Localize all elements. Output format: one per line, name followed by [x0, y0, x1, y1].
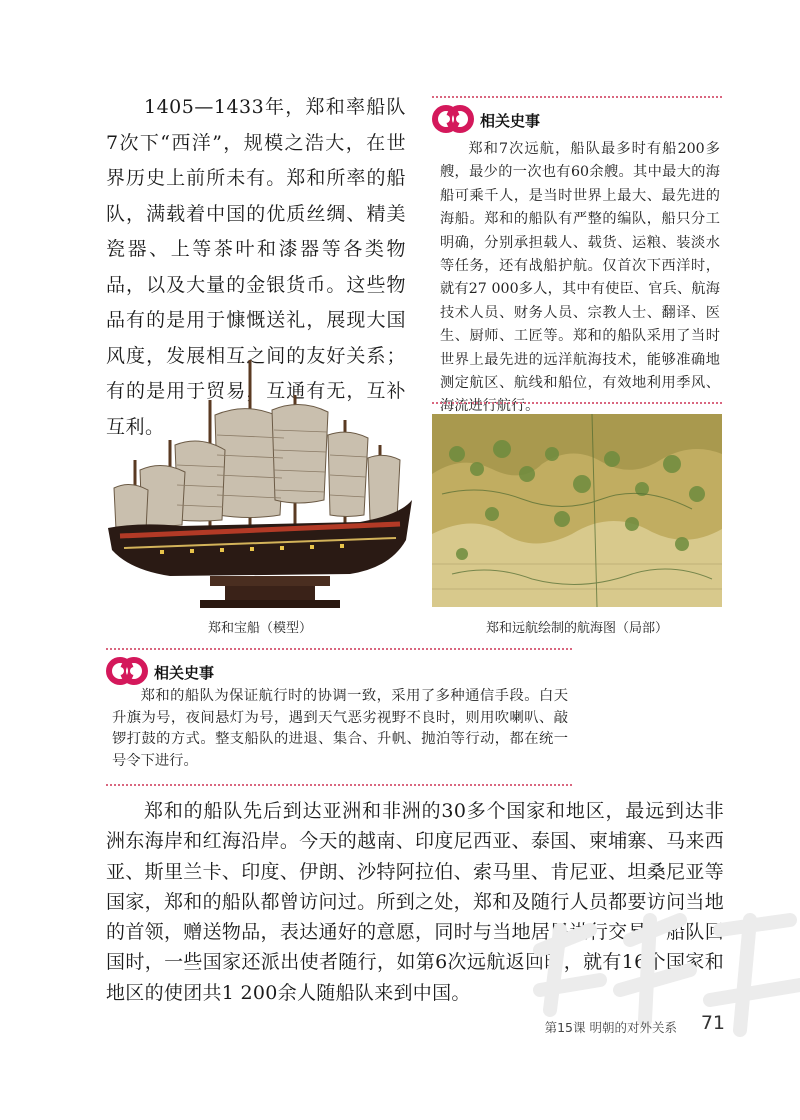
- main-paragraph: 郑和的船队先后到达亚洲和非洲的30多个国家和地区，最远到达非洲东海岸和红海沿岸。今天的越南、印度尼西亚、泰国、柬埔寨、马来西亚、斯里兰卡、印度、伊朗、沙特阿拉伯、索马里、肯尼亚、坦桑尼亚等国家，郑和的船队都曾访问过。所到之处，郑和及随行人员都要访问当地的首领，赠送物品，表达通好的意愿，同时与当地居民进行交易。船队回国时，一些国家还派出使者随行，如第6次远航返回时，就有16个国家和地区的使团共1 200余人随船队来到中国。: [106, 800, 724, 1004]
- page-number: 71: [700, 1012, 725, 1034]
- ship-caption: 郑和宝船（模型）: [207, 621, 312, 636]
- navigation-map-image: [432, 414, 722, 607]
- related-history-box-2: [106, 648, 572, 788]
- map-caption: 郑和远航绘制的航海图（局部）: [485, 621, 668, 636]
- dotted-divider-bottom: [106, 784, 572, 786]
- box-title: 相关史事: [480, 112, 541, 130]
- treasure-ship-model-image: [100, 350, 418, 612]
- box-title: 相关史事: [154, 664, 215, 682]
- dotted-divider-top: [432, 96, 722, 98]
- related-history-box-1: [432, 96, 722, 415]
- dotted-divider-top: [106, 648, 572, 650]
- box-body-text: 郑和的船队为保证航行时的协调一致，采用了多种通信手段。白天升旗为号，夜间悬灯为号，遇到天气恶劣视野不良时，则用吹喇叭、敲锣打鼓的方式。整支船队的进退、集合、升帆、抛泊等行动，都在统一号令下进行。: [112, 688, 568, 769]
- double-ring-icon: [106, 652, 148, 690]
- intro-paragraph: 1405—1433年，郑和率船队7次下“西洋”，规模之浩大，在世界历史上前所未有。郑和所率的船队，满载着中国的优质丝绸、精美瓷器、上等茶叶和漆器等各类物品，以及大量的金银货币。这些物品有的是用于慷慨送礼，展现大国风度，发展相互之间的友好关系；有的是用于贸易，互通有无，互补互利。: [106, 96, 406, 438]
- dotted-divider-bottom: [432, 402, 722, 404]
- double-ring-icon: [432, 100, 474, 138]
- lesson-title: 第15课 明朝的对外关系: [544, 1020, 677, 1035]
- box-body-text: 郑和7次远航，船队最多时有船200多艘，最少的一次也有60余艘。其中最大的海船可乘千人，是当时世界上最大、最先进的海船。郑和的船队有严整的编队，船只分工明确，分别承担载人、载货、运粮、装淡水等任务，还有战船护航。仅首次下西洋时，就有27 000多人，其中有使臣、官兵、航海技术人员、财务人员、宗教人士、翻译、医生、厨师、工匠等。郑和的船队采用了当时世界上最先进的远洋航海技术，能够准确地测定航区、航线和船位，有效地利用季风、海流进行航行。: [440, 141, 720, 415]
